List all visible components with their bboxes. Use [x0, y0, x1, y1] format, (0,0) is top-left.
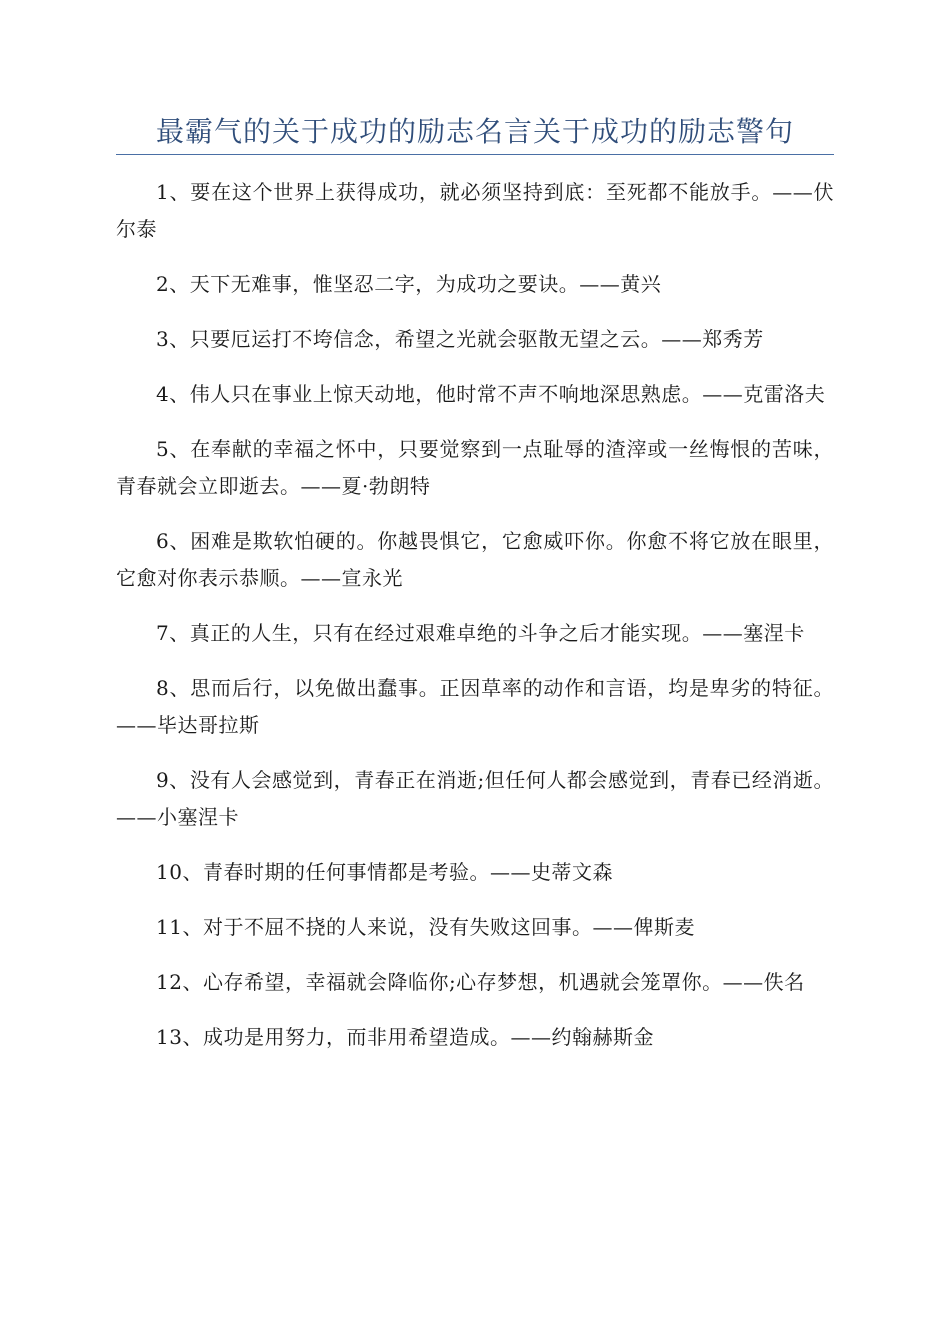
quote-item: 10、青春时期的任何事情都是考验。——史蒂文森 — [156, 860, 613, 884]
quote-item: 12、心存希望，幸福就会降临你;心存梦想，机遇就会笼罩你。——佚名 — [156, 970, 805, 994]
quote-item: 4、伟人只在事业上惊天动地，他时常不声不响地深思熟虑。——克雷洛夫 — [156, 382, 826, 406]
quote-item: 11、对于不屈不挠的人来说，没有失败这回事。——俾斯麦 — [156, 915, 695, 939]
quote-item: 3、只要厄运打不垮信念，希望之光就会驱散无望之云。——郑秀芳 — [156, 327, 764, 351]
quote-item: 2、天下无难事，惟坚忍二字，为成功之要诀。——黄兴 — [156, 272, 662, 296]
quote-item: 6、困难是欺软怕硬的。你越畏惧它，它愈威吓你。你愈不将它放在眼里，它愈对你表示恭顺。——宣永光 — [116, 529, 834, 590]
quote-item: 13、成功是用努力，而非用希望造成。——约翰赫斯金 — [156, 1025, 654, 1049]
title-underline — [116, 154, 834, 155]
quote-item: 5、在奉献的幸福之怀中，只要觉察到一点耻辱的渣滓或一丝悔恨的苦味，青春就会立即逝去。——夏·勃朗特 — [116, 437, 834, 498]
quote-item: 7、真正的人生，只有在经过艰难卓绝的斗争之后才能实现。——塞涅卡 — [156, 621, 805, 645]
quote-item: 9、没有人会感觉到，青春正在消逝;但任何人都会感觉到，青春已经消逝。——小塞涅卡 — [116, 768, 834, 829]
document-title: 最霸气的关于成功的励志名言关于成功的励志警句 — [155, 115, 794, 148]
quote-list — [116, 174, 834, 1074]
quote-item: 8、思而后行，以免做出蠢事。正因草率的动作和言语，均是卑劣的特征。——毕达哥拉斯 — [116, 676, 834, 737]
quote-item: 1、要在这个世界上获得成功，就必须坚持到底：至死都不能放手。——伏尔泰 — [116, 180, 834, 241]
